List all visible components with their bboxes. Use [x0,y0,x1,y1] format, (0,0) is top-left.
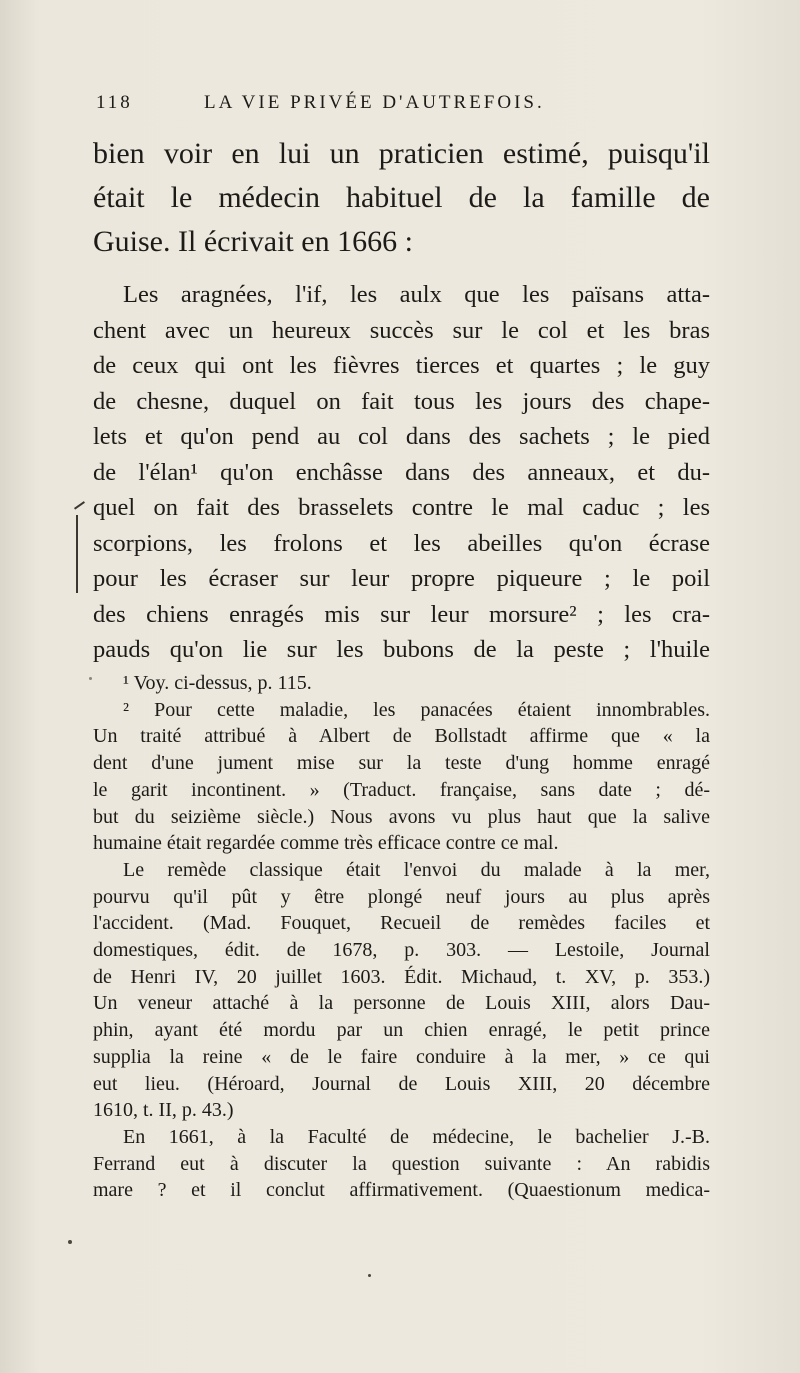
quote-line: des chiens enragés mis sur leur morsure² ; les cra- [93,600,710,628]
footnote-line: ¹ Voy. ci-dessus, p. 115. [123,672,312,694]
footnote-line: mare ? et il conclut affirmativement. (Quaestionum medica- [93,1179,710,1202]
footnote-line: Un veneur attaché à la personne de Louis XIII, alors Dau- [93,992,710,1015]
quote-line: chent avec un heureux succès sur le col et les bras [93,316,710,344]
footnote-line: l'accident. (Mad. Fouquet, Recueil de remèdes faciles et [93,912,710,935]
footnote-line: dent d'une jument mise sur la teste d'ung homme enragé [93,752,710,775]
footnote-line: supplia la reine « de le faire conduire à la mer, » ce qui [93,1045,710,1068]
quote-line: de chesne, duquel on fait tous les jours des chape- [93,387,710,415]
footnote-line: pourvu qu'il pût y être plongé neuf jours au plus après [93,885,710,908]
footnote-line: ² Pour cette maladie, les panacées étaient innombrables. [123,698,710,721]
footnote-line: le garit incontinent. » (Traduct. française, sans date ; dé- [93,778,710,801]
quote-line: quel on fait des brasselets contre le mal caduc ; les [93,494,710,521]
quote-line: pour les écraser sur leur propre piqueure ; le poil [93,565,710,592]
footnotes [93,670,710,1204]
intro-paragraph [93,132,710,264]
footnote-line: humaine était regardée comme très efficace contre ce mal. [93,832,559,855]
quote-line: Les aragnées, l'if, les aulx que les païsans atta- [123,281,710,308]
margin-bracket-mark [76,515,82,593]
ink-speck [89,677,92,680]
footnote-line: phin, ayant été mordu par un chien enragé, le petit prince [93,1019,710,1042]
footnote-line: domestiques, édit. de 1678, p. 303. — Lestoile, Journal [93,939,710,962]
intro-line: bien voir en lui un praticien estimé, puisqu'il [93,137,710,170]
page-number: 118 [96,92,133,113]
quote-line: pauds qu'on lie sur les bubons de la peste ; l'huile [93,636,710,663]
ink-speck [68,1240,72,1244]
intro-line: Guise. Il écrivait en 1666 : [93,225,413,258]
quote-line: scorpions, les frolons et les abeilles qu'on écrase [93,529,710,557]
quote-line: de ceux qui ont les fièvres tierces et quartes ; le guy [93,352,710,379]
quote-line: de l'élan¹ qu'on enchâsse dans des anneaux, et du- [93,458,710,486]
footnote-line: 1610, t. II, p. 43.) [93,1099,234,1122]
footnote-line: eut lieu. (Héroard, Journal de Louis XIII, 20 décembre [93,1072,710,1095]
footnote-line: Un traité attribué à Albert de Bollstadt affirme que « la [93,725,710,748]
quote-line: lets et qu'on pend au col dans des sachets ; le pied [93,423,710,450]
running-title: LA VIE PRIVÉE D'AUTREFOIS. [204,92,545,113]
footnote-line: En 1661, à la Faculté de médecine, le bachelier J.-B. [123,1125,710,1148]
ink-speck [368,1274,371,1277]
footnote-line: but du seizième siècle.) Nous avons vu plus haut que la salive [93,805,710,828]
intro-line: était le médecin habituel de la famille de [93,181,710,214]
footnote-line: Ferrand eut à discuter la question suivante : An rabidis [93,1152,710,1175]
footnote-line: de Henri IV, 20 juillet 1603. Édit. Michaud, t. XV, p. 353.) [93,965,710,988]
quoted-passage [93,277,710,668]
footnote-line: Le remède classique était l'envoi du malade à la mer, [123,858,710,881]
running-header [96,92,716,122]
